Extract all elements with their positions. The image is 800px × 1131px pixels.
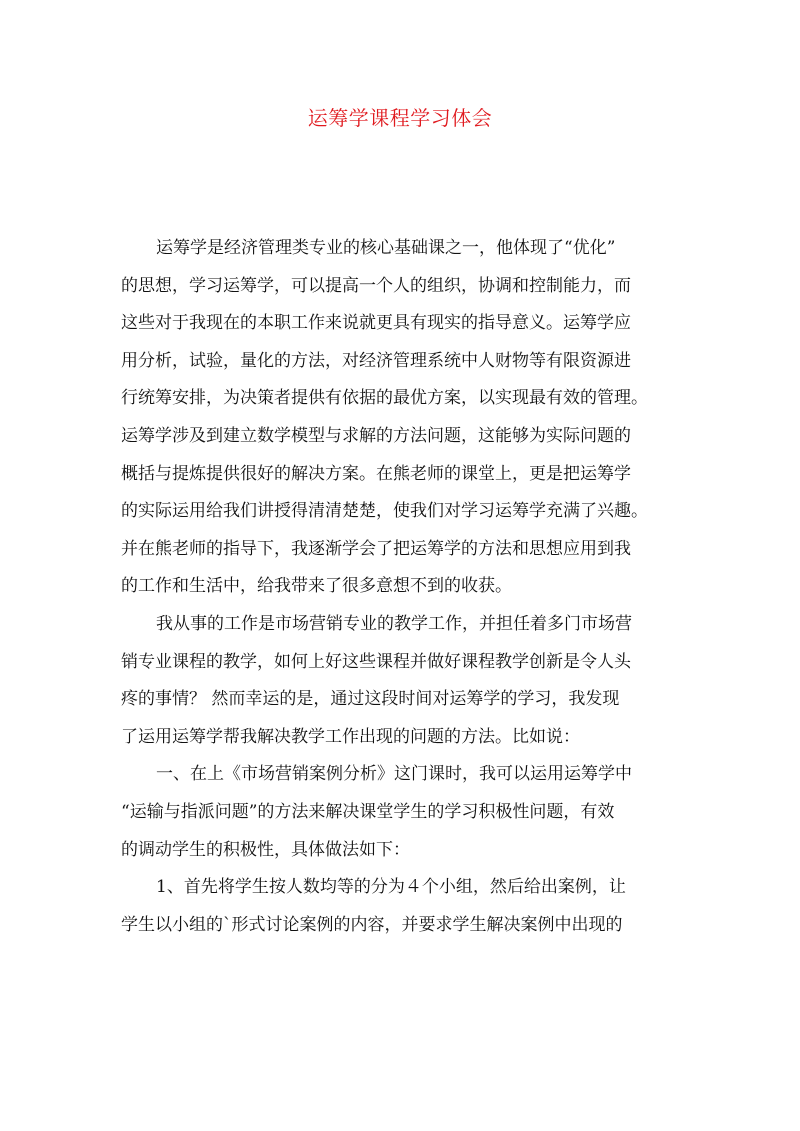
text-line: 销专业课程的教学，如何上好这些课程并做好课程教学创新是令人头 xyxy=(121,651,631,672)
text-line: 我从事的工作是市场营销专业的教学工作，并担任着多门市场营 xyxy=(156,613,632,634)
text-line: 的工作和生活中，给我带来了很多意想不到的收获。 xyxy=(121,576,512,597)
text-line: 的调动学生的积极性，具体做法如下： xyxy=(121,839,410,860)
text-line: 1、首先将学生按人数均等的分为４个小组，然后给出案例，让 xyxy=(156,877,626,898)
text-line: 运筹学是经济管理类专业的核心基础课之一，他体现了“优化” xyxy=(156,238,616,258)
text-line: 概括与提炼提供很好的解决方案。在熊老师的课堂上，更是把运筹学 xyxy=(121,463,631,484)
text-line: 的思想，学习运筹学，可以提高一个人的组织，协调和控制能力，而 xyxy=(121,275,631,296)
text-line: 行统筹安排，为决策者提供有依据的最优方案，以实现最有效的管理。 xyxy=(121,388,648,409)
text-line: 了运用运筹学帮我解决教学工作出现的问题的方法。比如说： xyxy=(121,726,580,747)
text-line: 并在熊老师的指导下，我逐渐学会了把运筹学的方法和思想应用到我 xyxy=(121,538,631,559)
document-body xyxy=(121,230,691,944)
text-line: 这些对于我现在的本职工作来说就更具有现实的指导意义。运筹学应 xyxy=(121,313,631,334)
text-line: 运筹学涉及到建立数学模型与求解的方法问题，这能够为实际问题的 xyxy=(121,425,631,446)
text-line: 学生以小组的`形式讨论案例的内容，并要求学生解决案例中出现的 xyxy=(121,914,623,935)
text-line: 疼的事情？ 然而幸运的是，通过这段时间对运筹学的学习，我发现 xyxy=(121,689,620,710)
document-title: 运筹学课程学习体会 xyxy=(307,106,493,130)
text-line: 一、在上《市场营销案例分析》这门课时，我可以运用运筹学中 xyxy=(156,764,632,785)
text-line: “运输与指派问题”的方法来解决课堂学生的学习积极性问题，有效 xyxy=(121,801,615,822)
text-line: 用分析，试验，量化的方法，对经济管理系统中人财物等有限资源进 xyxy=(121,350,631,371)
text-line: 的实际运用给我们讲授得清清楚楚，使我们对学习运筹学充满了兴趣。 xyxy=(121,501,648,522)
